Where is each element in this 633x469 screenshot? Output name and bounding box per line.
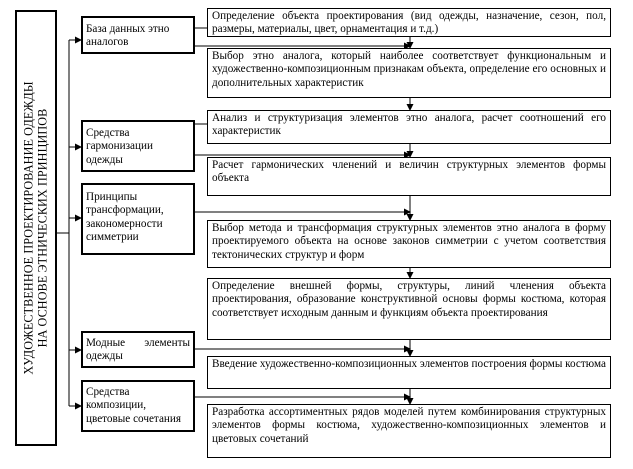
vertical-title [23,18,50,438]
category-composition-label: Средства композиции, цветовые сочетания [86,386,182,425]
category-harmonization [81,120,195,172]
step-4-text: Расчет гармонических членений и величин структурных элементов формы объекта [212,159,606,185]
step-7-text: Введение художественно-композиционных элементов построения формы костюма [212,358,606,370]
step-6-box [207,278,611,340]
category-analogs-db-label: База данных этно аналогов [86,23,170,49]
category-fashion-elements-label: Модные элементы одежды [86,337,190,363]
category-harmonization-label: Средства гармонизации одежды [86,127,153,166]
step-2-text: Выбор этно аналога, который наиболее соответствует функциональным и художественно-композиционным признакам объекта, определение его основных и дополнительных характеристик [212,50,606,89]
vertical-title-line2: НА ОСНОВЕ ЭТНИЧЕСКИХ ПРИНЦИПОВ [35,108,49,348]
step-1-text: Определение объекта проектирования (вид одежды, назначение, сезон, пол, размеры, материалы, цвет, орнаментация и т.д.) [212,10,606,36]
step-3-text: Анализ и структуризация элементов этно аналога, расчет соотношений его характеристик [212,112,606,138]
category-transformation [81,183,195,255]
category-composition [81,380,195,432]
step-5-box [207,220,611,268]
step-5-text: Выбор метода и трансформация структурных элементов этно аналога в форму проектируемого объекта на основе законов симметрии с учетом соответствия тектонических структур и форм [212,222,606,261]
category-transformation-label: Принципы трансформации, закономерности симметрии [86,191,164,244]
category-analogs-db [81,16,195,54]
step-7-box [207,356,611,389]
step-8-text: Разработка ассортиментных рядов моделей путем комбинирования структурных элементов формы костюма, художественно-композиционных элементов и цветовых сочетаний [212,406,606,445]
step-6-text: Определение внешней формы, структуры, линий членения объекта проектирования, образование конструктивной основы формы костюма, которая соответствует исходным данным и функциям объекта проектирования [212,280,606,319]
step-4-box [207,157,611,196]
vertical-title-box [15,10,57,446]
vertical-title-line1: ХУДОЖЕСТВЕННОЕ ПРОЕКТИРОВАНИЕ ОДЕЖДЫ [21,81,36,375]
step-3-box [207,110,611,144]
step-2-box [207,48,611,98]
step-8-box [207,404,611,458]
category-fashion-elements [81,331,195,368]
step-1-box [207,8,611,37]
